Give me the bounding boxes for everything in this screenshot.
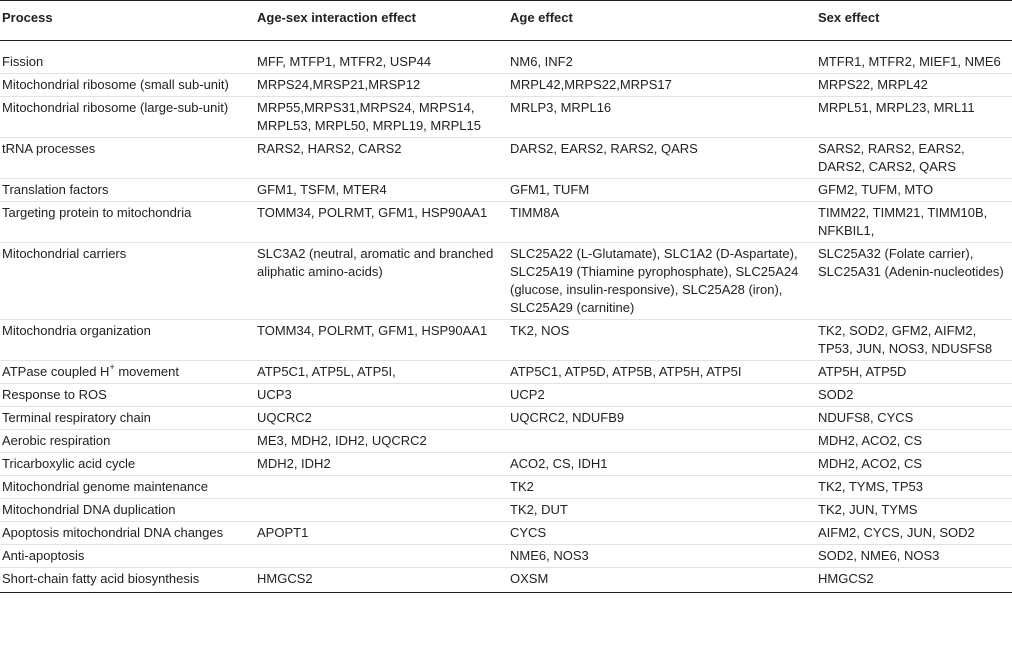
interaction-cell: MFF, MTFP1, MTFR2, USP44 bbox=[255, 41, 508, 74]
age-cell: UCP2 bbox=[508, 384, 816, 407]
process-cell: Fission bbox=[0, 41, 255, 74]
age-cell: GFM1, TUFM bbox=[508, 179, 816, 202]
table-row bbox=[0, 74, 1012, 97]
interaction-cell bbox=[255, 499, 508, 522]
interaction-cell: HMGCS2 bbox=[255, 568, 508, 593]
process-cell: Mitochondrial ribosome (small sub-unit) bbox=[0, 74, 255, 97]
header-process: Process bbox=[0, 1, 255, 41]
table-row bbox=[0, 138, 1012, 179]
age-cell: NME6, NOS3 bbox=[508, 545, 816, 568]
sex-cell: AIFM2, CYCS, JUN, SOD2 bbox=[816, 522, 1012, 545]
process-cell: Anti-apoptosis bbox=[0, 545, 255, 568]
age-cell: TIMM8A bbox=[508, 202, 816, 243]
interaction-cell: SLC3A2 (neutral, aromatic and branched aliphatic amino-acids) bbox=[255, 243, 508, 320]
table-row bbox=[0, 545, 1012, 568]
process-cell: Apoptosis mitochondrial DNA changes bbox=[0, 522, 255, 545]
sex-cell: SLC25A32 (Folate carrier), SLC25A31 (Adenin-nucleotides) bbox=[816, 243, 1012, 320]
sex-cell: TK2, TYMS, TP53 bbox=[816, 476, 1012, 499]
sex-cell: TIMM22, TIMM21, TIMM10B, NFKBIL1, bbox=[816, 202, 1012, 243]
table-row bbox=[0, 179, 1012, 202]
age-cell: UQCRC2, NDUFB9 bbox=[508, 407, 816, 430]
table-row bbox=[0, 202, 1012, 243]
process-cell: Terminal respiratory chain bbox=[0, 407, 255, 430]
superscript-plus: + bbox=[109, 361, 115, 372]
process-cell: Aerobic respiration bbox=[0, 430, 255, 453]
sex-cell: TK2, JUN, TYMS bbox=[816, 499, 1012, 522]
age-cell: TK2, DUT bbox=[508, 499, 816, 522]
interaction-cell: MRP55,MRPS31,MRPS24, MRPS14, MRPL53, MRPL50, MRPL19, MRPL15 bbox=[255, 97, 508, 138]
table-row bbox=[0, 522, 1012, 545]
process-cell: Translation factors bbox=[0, 179, 255, 202]
header-age: Age effect bbox=[508, 1, 816, 41]
age-cell: CYCS bbox=[508, 522, 816, 545]
interaction-cell: GFM1, TSFM, MTER4 bbox=[255, 179, 508, 202]
table-row bbox=[0, 243, 1012, 320]
header-row bbox=[0, 1, 1012, 41]
age-cell: TK2 bbox=[508, 476, 816, 499]
table-row bbox=[0, 407, 1012, 430]
age-cell bbox=[508, 430, 816, 453]
table-row bbox=[0, 97, 1012, 138]
table-row bbox=[0, 568, 1012, 593]
interaction-cell: ATP5C1, ATP5L, ATP5I, bbox=[255, 361, 508, 384]
table-row bbox=[0, 453, 1012, 476]
sex-cell: MDH2, ACO2, CS bbox=[816, 430, 1012, 453]
process-cell: Mitochondrial ribosome (large-sub-unit) bbox=[0, 97, 255, 138]
interaction-cell bbox=[255, 545, 508, 568]
table-row bbox=[0, 476, 1012, 499]
process-cell: Mitochondrial genome maintenance bbox=[0, 476, 255, 499]
age-cell: OXSM bbox=[508, 568, 816, 593]
header-interaction: Age-sex interaction effect bbox=[255, 1, 508, 41]
interaction-cell: RARS2, HARS2, CARS2 bbox=[255, 138, 508, 179]
age-cell: ACO2, CS, IDH1 bbox=[508, 453, 816, 476]
sex-cell: SARS2, RARS2, EARS2, DARS2, CARS2, QARS bbox=[816, 138, 1012, 179]
process-cell: Mitochondrial DNA duplication bbox=[0, 499, 255, 522]
interaction-cell: TOMM34, POLRMT, GFM1, HSP90AA1 bbox=[255, 320, 508, 361]
interaction-cell: MRPS24,MRSP21,MRSP12 bbox=[255, 74, 508, 97]
process-cell: tRNA processes bbox=[0, 138, 255, 179]
sex-cell: SOD2, NME6, NOS3 bbox=[816, 545, 1012, 568]
age-cell: MRLP3, MRPL16 bbox=[508, 97, 816, 138]
interaction-cell: APOPT1 bbox=[255, 522, 508, 545]
process-cell: Targeting protein to mitochondria bbox=[0, 202, 255, 243]
header-sex: Sex effect bbox=[816, 1, 1012, 41]
table-row bbox=[0, 320, 1012, 361]
age-cell: NM6, INF2 bbox=[508, 41, 816, 74]
process-cell bbox=[0, 361, 255, 384]
process-cell: Response to ROS bbox=[0, 384, 255, 407]
interaction-cell: TOMM34, POLRMT, GFM1, HSP90AA1 bbox=[255, 202, 508, 243]
sex-cell: SOD2 bbox=[816, 384, 1012, 407]
table-row bbox=[0, 499, 1012, 522]
age-cell: ATP5C1, ATP5D, ATP5B, ATP5H, ATP5I bbox=[508, 361, 816, 384]
sex-cell: ATP5H, ATP5D bbox=[816, 361, 1012, 384]
process-cell: Mitochondrial carriers bbox=[0, 243, 255, 320]
age-cell: DARS2, EARS2, RARS2, QARS bbox=[508, 138, 816, 179]
interaction-cell: MDH2, IDH2 bbox=[255, 453, 508, 476]
process-cell: Mitochondria organization bbox=[0, 320, 255, 361]
sex-cell: GFM2, TUFM, MTO bbox=[816, 179, 1012, 202]
process-text: ATPase coupled H bbox=[2, 364, 110, 379]
process-text-tail: movement bbox=[114, 364, 180, 379]
age-cell: TK2, NOS bbox=[508, 320, 816, 361]
sex-cell: TK2, SOD2, GFM2, AIFM2, TP53, JUN, NOS3, NDUSFS8 bbox=[816, 320, 1012, 361]
interaction-cell bbox=[255, 476, 508, 499]
sex-cell: MRPL51, MRPL23, MRL11 bbox=[816, 97, 1012, 138]
table-row bbox=[0, 384, 1012, 407]
sex-cell: NDUFS8, CYCS bbox=[816, 407, 1012, 430]
interaction-cell: UQCRC2 bbox=[255, 407, 508, 430]
age-cell: SLC25A22 (L-Glutamate), SLC1A2 (D-Aspartate), SLC25A19 (Thiamine pyrophosphate), SLC25A24 (glucose, insulin-responsive), SLC25A28 (iron), SLC25A29 (carnitine) bbox=[508, 243, 816, 320]
sex-cell: MDH2, ACO2, CS bbox=[816, 453, 1012, 476]
sex-cell: MRPS22, MRPL42 bbox=[816, 74, 1012, 97]
process-cell: Short-chain fatty acid biosynthesis bbox=[0, 568, 255, 593]
sex-cell: HMGCS2 bbox=[816, 568, 1012, 593]
age-cell: MRPL42,MRPS22,MRPS17 bbox=[508, 74, 816, 97]
interaction-cell: ME3, MDH2, IDH2, UQCRC2 bbox=[255, 430, 508, 453]
process-cell: Tricarboxylic acid cycle bbox=[0, 453, 255, 476]
table-row bbox=[0, 430, 1012, 453]
table-row bbox=[0, 41, 1012, 74]
table-row bbox=[0, 361, 1012, 384]
sex-cell: MTFR1, MTFR2, MIEF1, NME6 bbox=[816, 41, 1012, 74]
interaction-cell: UCP3 bbox=[255, 384, 508, 407]
